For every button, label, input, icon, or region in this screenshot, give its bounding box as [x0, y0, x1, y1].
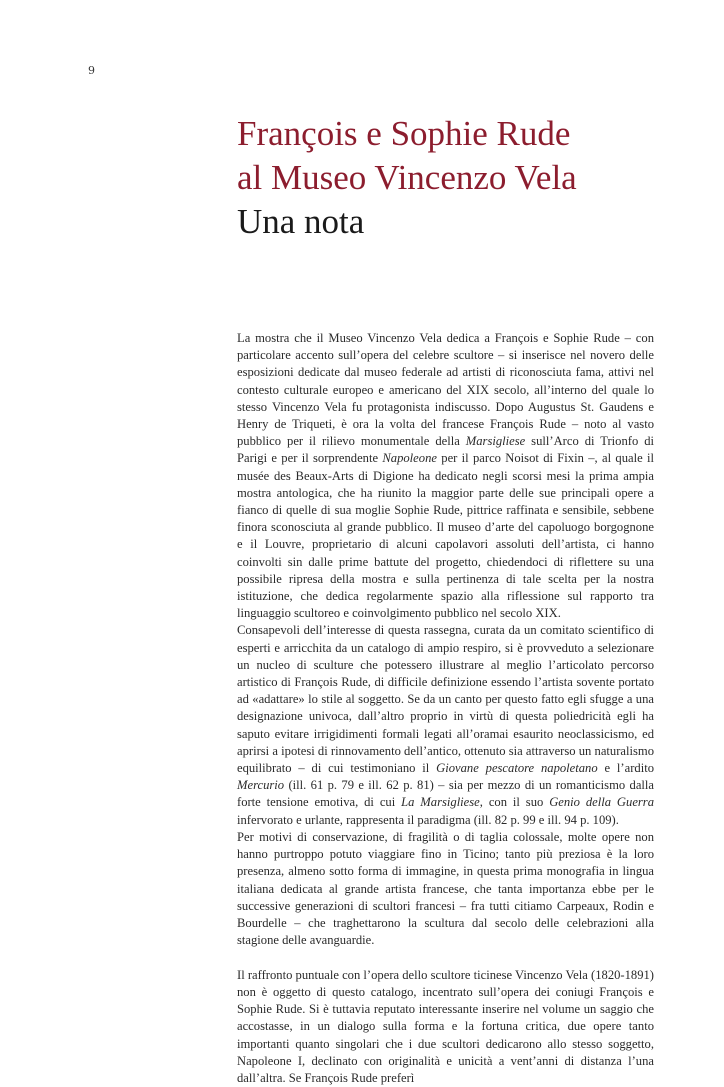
paragraph-gap — [237, 949, 654, 967]
text-run: Per motivi di conservazione, di fragilità o di taglia colossale, molte opere non hanno purtroppo potuto viaggiare fino in Ticino; tanto più preziosa è la loro presenza, almeno sotto forma di immagine, in questa prima monografia in lingua italiana dedicata al grande artista francese, che tanta importanza ebbe per le successive generazioni di scultori francesi – fra tutti citiamo Carpeaux, Rodin e Bourdelle – che traghettarono la scultura dal secolo delle celebrazioni alla stagione delle avanguardie. — [237, 829, 654, 948]
text-run: per il parco Noisot di Fixin –, al quale il musée des Beaux-Arts di Digione ha dedicato negli scorsi mesi la prima ampia mostra antologica, che ha riunito la maggior parte delle sue principali opere a fianco di quelle di sua moglie Sophie Rude, pittrice raffinata e sensibile, sebbene finora sconosciuta al grande pubblico. Il museo d’arte del capoluogo borgognone e il Louvre, proprietario di alcuni capolavori assoluti dell’artista, ci hanno coinvolti sin dalle prime battute del progetto, chiedendoci di riflettere su una possibile ripresa della mostra e sulla pertinenza di tale scelta per la nostra istituzione, che dedica regolarmente spazio alla riflessione sul rapporto tra linguaggio scultoreo e coinvolgimento pubblico nel secolo XIX. — [237, 451, 654, 621]
text-run: Il raffronto puntuale con l’opera dello scultore ticinese Vincenzo Vela (1820-1891) non è oggetto di questo catalogo, incentrato sull’opera dei coniugi François e Sophie Rude. Si è tuttavia reputato interessante inserire nel volume un saggio che accostasse, in un dialogo sulla forma e la fortuna critica, due opere tanto importanti quanto singolari che i due scultori dedicarono allo stesso soggetto, Napoleone I, declinato con originalità e unicità a vent’anni di distanza l’una dall’altra. Se François Rude preferì — [237, 967, 654, 1086]
text-run: La mostra che il Museo Vincenzo Vela dedica a François e Sophie Rude – con particolare accento sull’opera del celebre scultore – si inserisce nel novero delle esposizioni dedicate dal museo federale ad artisti di riconosciuta fama, attivi nel contesto culturale europeo e americano del XIX secolo, all’interno del quale lo stesso Vincenzo Vela fu protagonista indiscusso. Dopo Augustus St. Gaudens e Henry de Triqueti, è ora la volta del francese François Rude – noto al vasto pubblico per il rilievo monumentale della — [237, 331, 654, 449]
italic-title: Napoleone — [382, 451, 437, 466]
text-run: Consapevoli dell’interesse di questa rassegna, curata da un comitato scientifico di esperti e arricchita da un catalogo di ampio respiro, si è provveduto a selezionare un nucleo di sculture che potessero illustrare al meglio l’articolato percorso artistico di François Rude, di difficile definizione essendo l’artista sovente portato ad «adattare» lo stile al soggetto. Se da un canto per questo fatto egli sfugge a una designazione univoca, dall’altro proprio in virtù di questa poliedricità egli ha saputo evitare irrigidimenti formali legati all’oramai esaurito neoclassicismo, ed aprirsi a ipotesi di rinnovamento dell’antico, ottenuto sia attraverso un naturalismo equilibrato – di cui testimoniano il — [237, 623, 654, 776]
italic-title: Marsigliese — [465, 434, 526, 449]
title-line-1: François e Sophie Rude — [237, 114, 571, 153]
paragraph-1 — [237, 330, 654, 622]
italic-title: Mercurio — [237, 778, 285, 793]
title-line-2: al Museo Vincenzo Vela — [237, 158, 577, 197]
title-block — [237, 112, 677, 244]
text-run: sull’Arco di Trionfo di Parigi e per il sorprendente — [237, 434, 654, 466]
body-text — [237, 330, 654, 1087]
text-run: (ill. 61 p. 79 e ill. 62 p. 81) – sia per mezzo di un romanticismo dalla forte tensione emotiva, di cui — [237, 778, 654, 810]
italic-title: Genio della Guerra — [549, 795, 655, 810]
paragraph-4 — [237, 967, 654, 1087]
paragraph-3 — [237, 829, 654, 949]
text-run: , con il suo — [479, 795, 550, 810]
text-run: e l’ardito — [597, 761, 654, 776]
italic-title: Giovane pescatore napoletano — [436, 761, 598, 776]
paragraph-2 — [237, 622, 654, 828]
subtitle: Una nota — [237, 202, 365, 241]
text-run: infervorato e urlante, rappresenta il paradigma (ill. 82 p. 99 e ill. 94 p. 109). — [237, 812, 619, 827]
page-number: 9 — [88, 64, 95, 77]
italic-title: La Marsigliese — [401, 795, 480, 810]
